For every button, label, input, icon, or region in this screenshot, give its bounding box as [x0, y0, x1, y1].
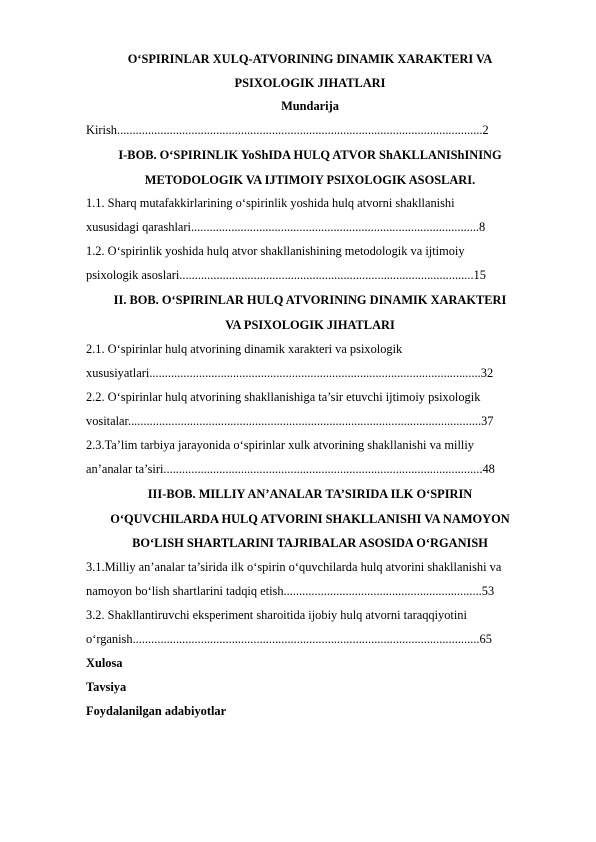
toc-entry-1-1-line-2: xususidagi qarashlari.............................................................................................8: [86, 220, 486, 234]
toc-entry-2-3-line-1: 2.3.Ta’lim tarbiya jarayonida o‘spirinlar xulk atvorining shakllanishi va milliy: [86, 438, 474, 452]
toc-chapter-1-heading-line-1: I-BOB. O‘SPIRINLIK YoShIDA HULQ ATVOR ShAKLLANIShINING: [118, 148, 502, 162]
toc-entry-2-1-line-1: 2.1. O‘spirinlar hulq atvorining dinamik xarakteri va psixologik: [86, 342, 403, 356]
toc-entry-1-2-line-1: 1.2. O‘spirinlik yoshida hulq atvor shakllanishining metodologik va ijtimoiy: [86, 244, 465, 258]
toc-entry-1-2-line-2: psixologik asoslari...............................................................................................15: [86, 268, 486, 282]
document-title-line-1: O‘SPIRINLAR XULQ-ATVORINING DINAMIK XARAKTERI VA: [127, 52, 493, 66]
toc-chapter-1-heading-line-2: METODOLOGIK VA IJTIMOIY PSIXOLOGIK ASOSLARI.: [144, 173, 476, 187]
toc-chapter-3-heading-line-1: III-BOB. MILLIY AN’ANALAR TA’SIRIDA ILK O‘SPIRIN: [147, 487, 473, 501]
toc-entry-recommendation: Tavsiya: [86, 680, 127, 694]
toc-entry-2-2-line-1: 2.2. O‘spirinlar hulq atvorining shakllanishiga ta’sir etuvchi ijtimoiy psixologik: [86, 390, 481, 404]
toc-entry-2-2-line-2: vositalar..................................................................................................................37: [86, 414, 494, 428]
document-title-line-2: PSIXOLOGIK JIHATLARI: [234, 76, 386, 90]
toc-chapter-2-heading-line-2: VA PSIXOLOGIK JIHATLARI: [225, 318, 395, 332]
toc-entry-3-1-line-2: namoyon bo‘lish shartlarini tadqiq etish................................................................53: [86, 584, 495, 598]
toc-entry-2-3-line-2: an’analar ta’siri.......................................................................................................48: [86, 462, 495, 476]
toc-entry-intro: Kirish......................................................................................................................2: [86, 123, 489, 137]
toc-entry-3-1-line-1: 3.1.Milliy an’analar ta’sirida ilk o‘spirin o‘quvchilarda hulq atvorini shakllanishi va: [86, 560, 502, 574]
toc-entry-conclusion: Xulosa: [86, 656, 123, 670]
toc-entry-references: Foydalanilgan adabiyotlar: [86, 704, 227, 718]
toc-entry-3-2-line-2: o‘rganish................................................................................................................65: [86, 632, 492, 646]
toc-entry-1-1-line-1: 1.1. Sharq mutafakkirlarining o‘spirinlik yoshida hulq atvorni shakllanishi: [86, 196, 455, 210]
toc-chapter-3-heading-line-2: O‘QUVCHILARDA HULQ ATVORINI SHAKLLANISHI VA NAMOYON: [110, 512, 510, 526]
toc-entry-3-2-line-1: 3.2. Shakllantiruvchi eksperiment sharoitida ijobiy hulq atvorni taraqqiyotini: [86, 608, 467, 622]
toc-entry-2-1-line-2: xususiyatlari...........................................................................................................32: [86, 366, 494, 380]
toc-chapter-2-heading-line-1: II. BOB. O‘SPIRINLAR HULQ ATVORINING DINAMIK XARAKTERI: [113, 293, 507, 307]
contents-heading: Mundarija: [281, 99, 339, 113]
toc-chapter-3-heading-line-3: BO‘LISH SHARTLARINI TAJRIBALAR ASOSIDA O‘RGANISH: [132, 536, 488, 550]
